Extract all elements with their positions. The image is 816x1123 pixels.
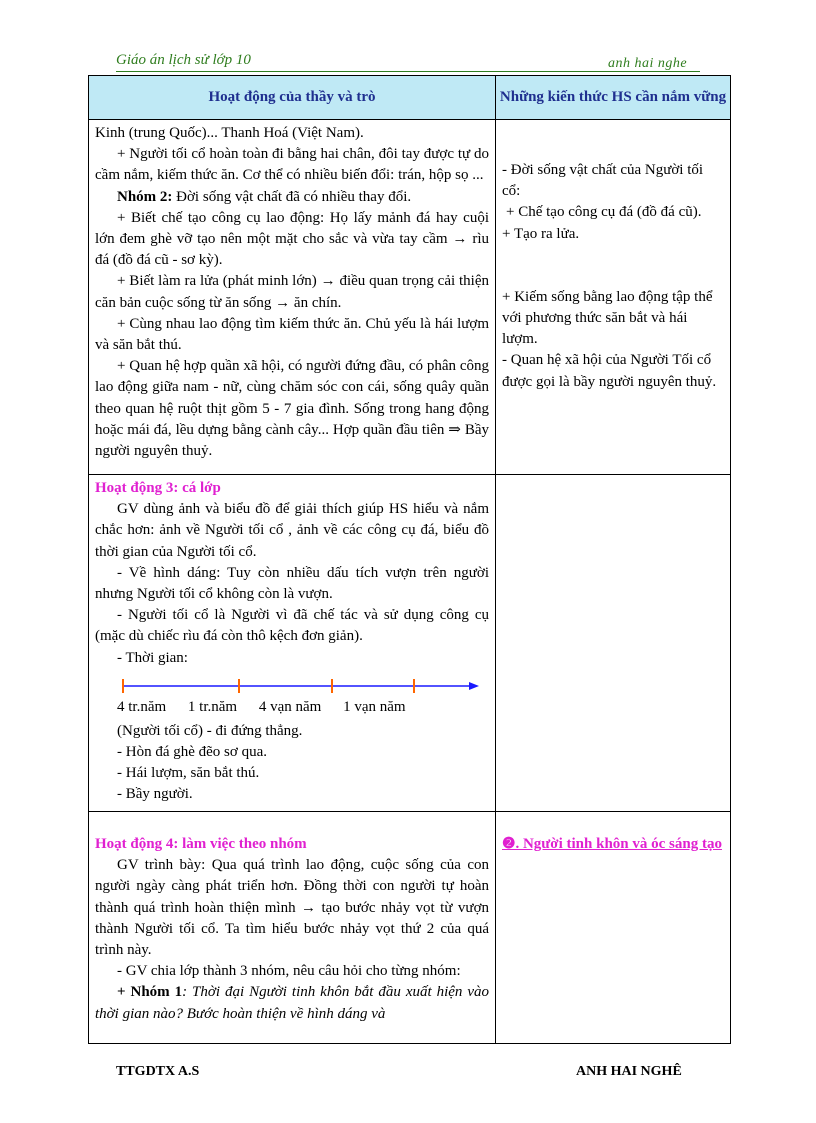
knowledge-item: - Quan hệ xã hội của Người Tối cổ được gọi là bầy người nguyên thuỷ. bbox=[502, 352, 717, 390]
activity-3-title: Hoạt động 3: cá lớp bbox=[95, 480, 221, 496]
timeline-label: 1 tr.năm bbox=[187, 698, 238, 715]
row1-group2 bbox=[95, 187, 489, 208]
header-rule bbox=[116, 71, 700, 72]
row1-knowledge bbox=[496, 120, 731, 475]
table-row-2 bbox=[89, 475, 731, 812]
knowledge-item: + Kiếm sống bằng lao động tập thể với phương thức săn bắt và hái lượm. bbox=[502, 288, 713, 348]
row2-line: - Hòn đá ghè đẽo sơ qua. bbox=[117, 744, 267, 761]
row2-line: (Người tối cổ) - đi đứng thẳng. bbox=[117, 722, 303, 739]
row1-paragraph: + Quan hệ hợp quần xã hội, có người đứng đầu, có phân công lao động giữa nam - nữ, cùng chăm sóc con cái, sống quây quần theo quan hệ ruột thịt gồm 5 - 7 gia đình. Sống trong hang động hoặc mái đá, lều dựng bằng cành cây... Hợp quần đầu tiên ⇒ Bầy người nguyên thuỷ. bbox=[95, 358, 489, 460]
timeline-label: 1 vạn năm bbox=[343, 698, 406, 715]
knowledge-item: + Chế tạo công cụ đá (đồ đá cũ). bbox=[506, 204, 702, 221]
activity-4-title: Hoạt động 4: làm việc theo nhóm bbox=[95, 836, 307, 852]
header-author: anh hai nghe bbox=[608, 56, 688, 71]
row2-activities bbox=[89, 475, 496, 812]
timeline-label: 4 vạn năm bbox=[258, 698, 322, 715]
timeline-diagram bbox=[95, 671, 489, 713]
row2-knowledge bbox=[496, 475, 731, 812]
row2-paragraph: GV dùng ảnh và biểu đồ để giải thích giúp HS hiểu và nắm chắc hơn: ảnh về Người tối cổ , ảnh về các công cụ đá, biểu đồ thời gian của Người tối cổ. bbox=[95, 501, 489, 560]
lesson-table bbox=[88, 75, 731, 1044]
row1-paragraph: + Biết chế tạo công cụ lao động: Họ lấy mảnh đá hay cuội lớn đem ghè vỡ tạo nên một mặt cho sắc và vừa tay cầm → rìu đá (đồ đá cũ - sơ kỳ). bbox=[95, 209, 489, 269]
row3-activities bbox=[89, 812, 496, 1044]
row1-paragraph: Kinh (trung Quốc)... Thanh Hoá (Việt Nam). bbox=[95, 125, 364, 141]
footer-author: ANH HAI NGHÊ bbox=[576, 1064, 682, 1079]
row2-paragraph: - Người tối cổ là Người vì đã chế tác và sử dụng công cụ (mặc dù chiếc rìu đá còn thô kệch đơn giản). bbox=[95, 607, 489, 645]
knowledge-item: + Tạo ra lửa. bbox=[502, 225, 580, 242]
table-header-row bbox=[89, 76, 731, 120]
row1-activities bbox=[89, 120, 496, 475]
timeline-labels bbox=[117, 697, 424, 718]
row3-knowledge bbox=[496, 812, 731, 1044]
row2-paragraph: - Về hình dáng: Tuy còn nhiều dấu tích vượn trên người nhưng Người tối cổ không còn là vượn. bbox=[95, 564, 489, 603]
group2-text: Đời sống vật chất đã có nhiều thay đổi. bbox=[172, 188, 412, 205]
header-title: Giáo án lịch sử lớp 10 bbox=[116, 52, 251, 68]
row3-group1 bbox=[95, 982, 489, 1024]
row1-paragraph: + Cùng nhau lao động tìm kiếm thức ăn. Chủ yếu là hái lượm và săn bắt thú. bbox=[95, 315, 489, 354]
row3-paragraph: GV trình bày: Qua quá trình lao động, cuộc sống của con người ngày càng phát triển hơn. Đồng thời con người tự hoàn thành quá trình hoàn thiện mình → tạo bước nhảy vọt từ vượn thành Người tối cổ. Ta tìm hiểu bước nhảy vọt thứ 2 của quá trình này. bbox=[95, 857, 489, 959]
row1-paragraph: + Người tối cổ hoàn toàn đi bằng hai chân, đôi tay được tự do cầm nắm, kiếm thức ăn. Cơ thể có nhiều biến đổi: trán, hộp sọ ... bbox=[95, 146, 489, 184]
knowledge-item: - Đời sống vật chất của Người tối cổ: bbox=[502, 162, 704, 200]
row1-paragraph: + Biết làm ra lửa (phát minh lớn) → điều quan trọng cải thiện căn bản cuộc sống từ ăn sống → ăn chín. bbox=[95, 273, 489, 311]
column-header-knowledge: Những kiến thức HS cần nắm vững bbox=[496, 76, 731, 120]
table-row-1 bbox=[89, 120, 731, 475]
row2-line: - Bầy người. bbox=[117, 786, 193, 803]
table-row-3 bbox=[89, 812, 731, 1044]
group2-label: Nhóm 2: bbox=[117, 188, 173, 205]
footer-center-name: TTGDTX A.S bbox=[116, 1064, 200, 1079]
timeline-axis bbox=[113, 675, 493, 697]
timeline-label: 4 tr.năm bbox=[117, 698, 167, 715]
section-heading-homo-sapiens: ❷. Người tinh khôn và óc sáng tạo bbox=[502, 836, 722, 852]
group1-question: : Thời đại Người tinh khôn bắt đầu xuất hiện vào thời gian nào? Bước hoàn thiện về hình dáng và bbox=[95, 984, 490, 1022]
row2-paragraph: - Thời gian: bbox=[117, 649, 188, 666]
row3-paragraph: - GV chia lớp thành 3 nhóm, nêu câu hỏi cho từng nhóm: bbox=[117, 963, 461, 980]
group1-label: + Nhóm 1 bbox=[117, 984, 183, 1001]
column-header-activities: Hoạt động của thầy và trò bbox=[89, 76, 496, 120]
row2-line: - Hái lượm, săn bắt thú. bbox=[117, 765, 260, 782]
timeline-arrowhead bbox=[469, 682, 479, 690]
